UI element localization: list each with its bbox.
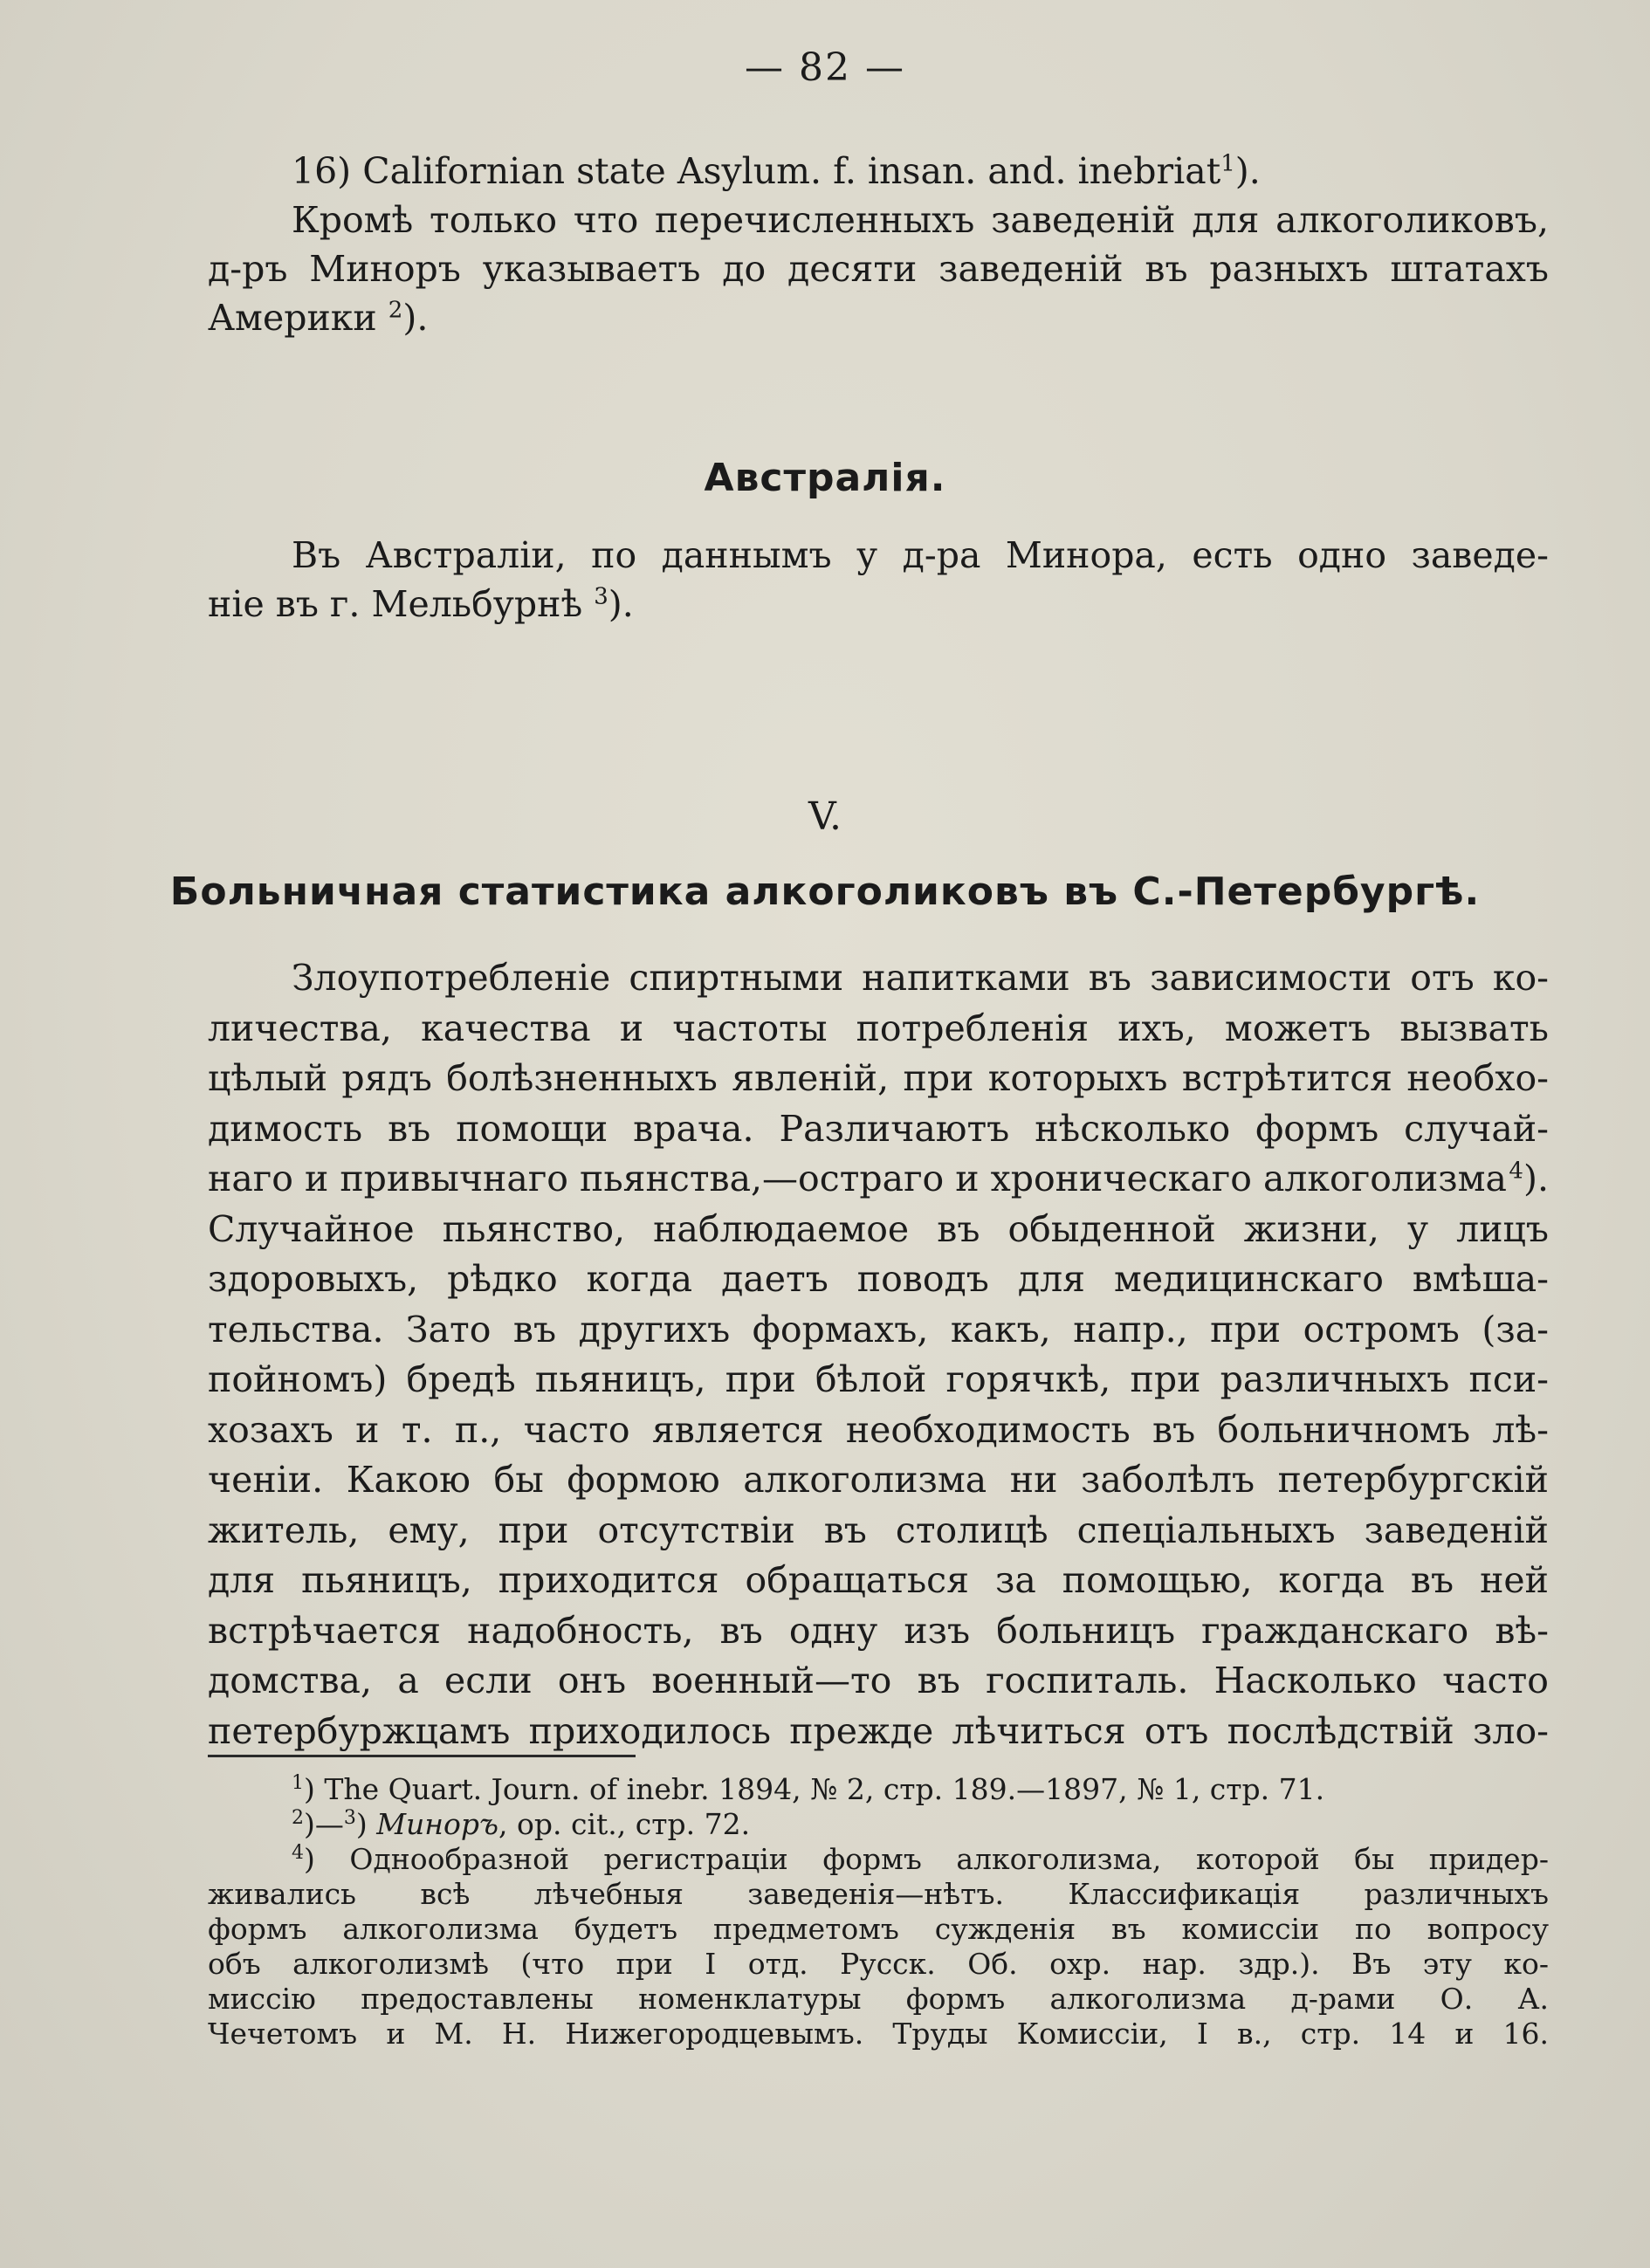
page-number: — 82 — bbox=[745, 45, 905, 90]
heading-australia: Австралiя. bbox=[704, 456, 946, 500]
footnote-4-line-3: формъ алкоголизма будетъ предметомъ сужденiя въ комиссiи по вопросу bbox=[208, 1912, 1549, 1946]
australia-block bbox=[208, 531, 1549, 629]
australia-line-2: нiе въ г. Мельбурнѣ $^3$). bbox=[208, 583, 634, 625]
body-line-5: наго и привычнаго пьянства,—остраго и хроническаго алкоголизма $^4$). bbox=[208, 1158, 1549, 1199]
body-line-8: тельства. Зато въ другихъ формахъ, какъ, напр., при остромъ (за- bbox=[208, 1308, 1549, 1350]
footnote-4-line-5: миссiю предоставлены номенклатуры формъ алкоголизма д-рами О. А. bbox=[208, 1982, 1549, 2016]
section-heading: Больничная статистика алкоголиковъ въ С.-Петербургѣ. bbox=[169, 869, 1481, 914]
body-line-6: Случайное пьянство, наблюдаемое въ обыденной жизни, у лицъ bbox=[208, 1207, 1549, 1250]
item-16: 16) Californian state Asylum. f. insan. and. inebriat$^1$). bbox=[292, 150, 1261, 192]
body-line-10: хозахъ и т. п., часто является необходимость въ больничномъ лѣ- bbox=[208, 1408, 1549, 1451]
body-line-14: встрѣчается надобность, въ одну изъ больницъ гражданскаго вѣ- bbox=[208, 1609, 1549, 1652]
footnote-4-line-4: объ алкоголизмѣ (что при I отд. Русск. Об. охр. нар. здр.). Въ эту ко- bbox=[208, 1947, 1549, 1981]
body-line-11: ченiи. Какою бы формою алкоголизма ни заболѣлъ петербургскiй bbox=[208, 1459, 1549, 1501]
body-line-16: петербуржцамъ приходилось прежде лѣчиться отъ послѣдствiй зло- bbox=[208, 1709, 1549, 1752]
intro-line-2: д-ръ Миноръ указываетъ до десяти заведенiй въ разныхъ штатахъ bbox=[208, 248, 1549, 290]
body-line-2: личества, качества и частоты потребленiя ихъ, можетъ вызвать bbox=[208, 1007, 1549, 1049]
body-line-9: пойномъ) бредѣ пьяницъ, при бѣлой горячкѣ, при различныхъ пси- bbox=[208, 1358, 1549, 1400]
footnote-4-line-6: Чечетомъ и М. Н. Нижегородцевымъ. Труды Комиссiи, I в., стр. 14 и 16. bbox=[208, 2017, 1549, 2051]
section-body bbox=[208, 953, 1549, 1756]
footnote-2-3: $^2$)—$^3$) Миноръ, op. cit., стр. 72. bbox=[292, 1807, 751, 1841]
section-number: V. bbox=[808, 794, 842, 839]
footnote-separator bbox=[208, 1755, 636, 1757]
body-line-15: домства, а если онъ военный—то въ госпиталь. Насколько часто bbox=[208, 1660, 1549, 1701]
australia-line-1: Въ Австралiи, по даннымъ у д-ра Минора, есть одно заведе- bbox=[292, 534, 1549, 576]
footnote-4-line-2: живались всѣ лѣчебныя заведенiя—нѣтъ. Классификацiя различныхъ bbox=[208, 1877, 1549, 1911]
body-line-12: житель, ему, при отсутствiи въ столицѣ спецiальныхъ заведенiй bbox=[208, 1509, 1549, 1551]
body-line-3: цѣлый рядъ болѣзненныхъ явленiй, при которыхъ встрѣтится необхо- bbox=[208, 1057, 1549, 1099]
intro-line-3: Америки $^2$). bbox=[208, 297, 429, 339]
footnote-4-line-1: $^4$) Однообразной регистрацiи формъ алкоголизма, которой бы придер- bbox=[292, 1842, 1549, 1876]
footnote-1: $^1$) The Quart. Journ. of inebr. 1894, № 2, стр. 189.—1897, № 1, стр. 71. bbox=[292, 1772, 1325, 1806]
intro-line-1: Кромѣ только что перечисленныхъ заведенiй для алкоголиковъ, bbox=[292, 199, 1549, 241]
body-line-1: Злоупотребленiе спиртными напитками въ зависимости отъ ко- bbox=[292, 957, 1549, 999]
body-line-4: димость въ помощи врача. Различаютъ нѣсколько формъ случай- bbox=[208, 1107, 1549, 1150]
body-line-7: здоровыхъ, рѣдко когда даетъ поводъ для медицинскаго вмѣша- bbox=[208, 1258, 1549, 1300]
body-line-13: для пьяницъ, приходится обращаться за помощью, когда въ ней bbox=[208, 1559, 1549, 1601]
intro-block bbox=[208, 147, 1549, 342]
footnotes bbox=[208, 1772, 1549, 2052]
